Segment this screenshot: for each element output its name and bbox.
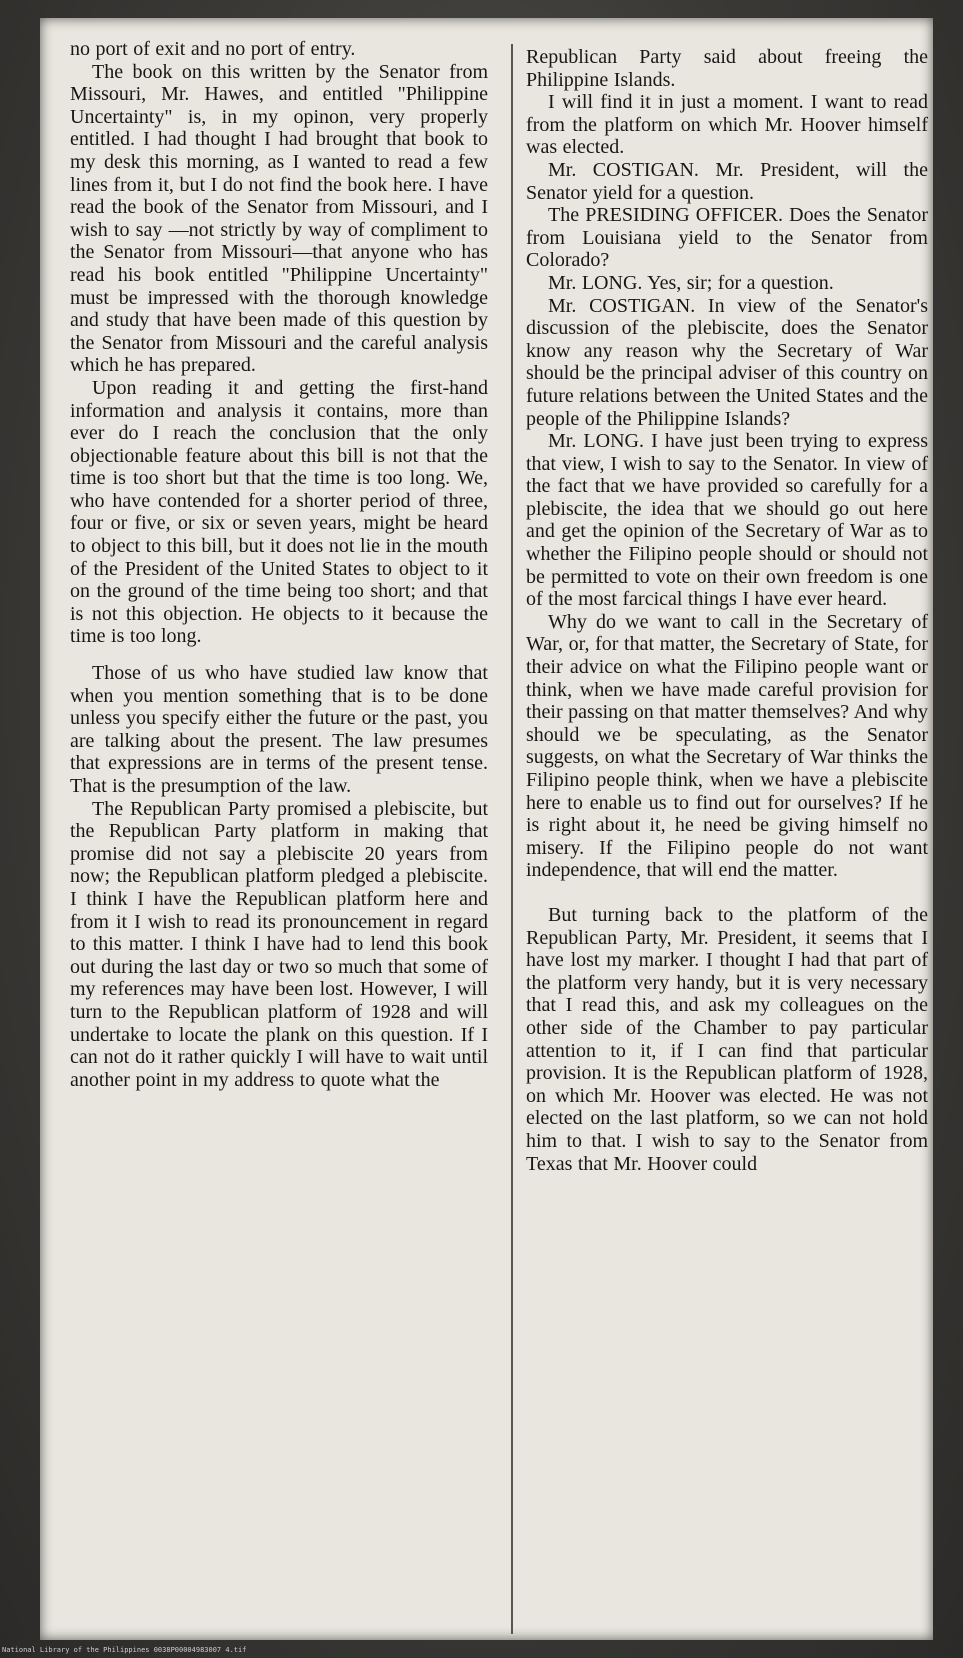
right-paragraph: Republican Party said about freeing the Philippine Islands. [526, 46, 928, 91]
right-paragraph: Why do we want to call in the Secretary of War, or, for that matter, the Secretary of State, for their advice on what the Filipino people want or think, when we have made careful provision for their passing on that matter themselves? And why should we be speculating, as the Senator suggests, on what the Secretary of War thinks the Filipino people think, when we have a plebiscite here to enable us to find out for ourselves? If he is right about it, he need be giving himself no misery. If the Filipino people do not want independence, that will end the matter. [526, 610, 928, 882]
left-paragraph: Those of us who have studied law know that when you mention something that is to be done unless you specify either the future or the past, you are talking about the present. The law presumes that expressions are in terms of the present tense. That is the presumption of the law. [70, 662, 488, 797]
left-column [70, 38, 488, 1091]
left-paragraph: The book on this written by the Senator from Missouri, Mr. Hawes, and entitled "Philippine Uncertainty" is, in my opinon, very properly entitled. I had thought I had brought that book to my desk this morning, as I wanted to read a few lines from it, but I do not find the book here. I have read the book of the Senator from Missouri, and I wish to say —not strictly by way of compliment to the Senator from Missouri—that anyone who has read his book entitled "Philippine Uncertainty" must be impressed with the thorough knowledge and study that have been made of this question by the Senator from Missouri and the careful analysis which he has prepared. [70, 60, 488, 377]
right-paragraph: But turning back to the platform of the Republican Party, Mr. President, it seems that I have lost my marker. I thought I had that part of the platform very handy, but it is very necessary that I read this, and ask my colleagues on the other side of the Chamber to pay particular attention to it, if I can find that particular provision. It is the Republican platform of 1928, on which Mr. Hoover was elected. He was not elected on the last platform, so we can not hold him to that. I wish to say to the Senator from Texas that Mr. Hoover could [526, 903, 928, 1175]
right-paragraph: Mr. LONG. Yes, sir; for a question. [548, 271, 834, 294]
right-paragraph: Mr. COSTIGAN. Mr. President, will the Senator yield for a question. [526, 158, 928, 204]
archive-caption: National Library of the Philippines 0038P00004983007 4.tif [2, 1646, 247, 1654]
left-paragraph: Upon reading it and getting the first-hand information and analysis it contains, more than ever do I reach the conclusion that the only objectionable feature about this bill is not that the time is too short but that the time is too long. We, who have contended for a shorter period of three, four or five, or six or seven years, might be heard to object to this bill, but it does not lie in the mouth of the President of the United States to object to it on the ground of the time being too short; and that is not this objection. He objects to it because the time is too long. [70, 376, 488, 648]
right-paragraph: The PRESIDING OFFICER. Does the Senator from Louisiana yield to the Senator from Colorado? [526, 204, 928, 272]
right-paragraph: I will find it in just a moment. I want to read from the platform on which Mr. Hoover himself was elected. [526, 91, 928, 159]
left-paragraph: no port of exit and no port of entry. [70, 38, 356, 60]
right-column [526, 46, 928, 1175]
column-divider [511, 44, 513, 1634]
newspaper-clipping [40, 18, 933, 1640]
right-paragraph: Mr. COSTIGAN. In view of the Senator's discussion of the plebiscite, does the Senator know any reason why the Secretary of War should be the principal adviser of this country on future relations between the United States and the people of the Philippine Islands? [526, 294, 928, 430]
right-paragraph: Mr. LONG. I have just been trying to express that view, I wish to say to the Senator. In view of the fact that we have provided so carefully for a plebiscite, the idea that we should go out here and get the opinion of the Secretary of War as to whether the Filipino people should or should not be permitted to vote on their own freedom is one of the most farcical things I have ever heard. [526, 430, 928, 611]
left-paragraph: The Republican Party promised a plebiscite, but the Republican Party platform in making that promise did not say a plebiscite 20 years from now; the Republican platform pledged a plebiscite. I think I have the Republican platform here and from it I wish to read its pronouncement in regard to this matter. I think I have had to lend this book out during the last day or two so much that some of my references may have been lost. However, I will turn to the Republican platform of 1928 and will undertake to locate the plank on this question. If I can not do it rather quickly I will have to wait until another point in my address to quote what the [70, 797, 488, 1091]
